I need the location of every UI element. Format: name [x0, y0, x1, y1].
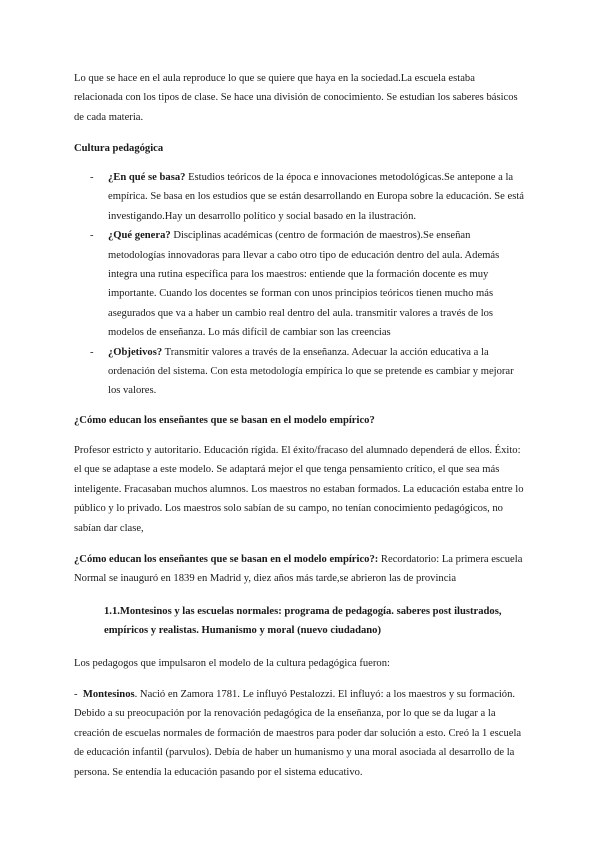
- subsection-heading: 1.1.Montesinos y las escuelas normales: programa de pedagogía. saberes post ilustrados, empíricos y realistas. Humanismo y moral (nuevo ciudadano): [104, 606, 502, 637]
- bullet-list: [74, 168, 526, 401]
- intro2-paragraph: Los pedagogos que impulsaron el modelo de la cultura pedagógica fueron:: [74, 658, 390, 669]
- bullet-dash: -: [90, 346, 94, 358]
- bullet-text: Transmitir valores a través de la enseñanza. Adecuar la acción educativa a la ordenación del sistema. Con esta metodología empírica lo que se pretende es cambiar y mejorar los valores.: [108, 346, 514, 397]
- montesinos-paragraph: [74, 685, 526, 782]
- bullet-heading: ¿En qué se basa?: [108, 172, 186, 183]
- list-item: [74, 168, 526, 226]
- list-item: [74, 226, 526, 342]
- recordatorio-heading: ¿Cómo educan los enseñantes que se basan en el modelo empírico?:: [74, 554, 379, 565]
- montesinos-name: Montesinos: [82, 689, 135, 700]
- montesinos-dash: -: [74, 689, 78, 700]
- section-title: Cultura pedagógica: [74, 143, 164, 154]
- recordatorio-text: Recordatorio: La primera escuela Normal se inauguró en 1839 en Madrid y, diez años más tarde,se abrieron las de provincia: [74, 554, 523, 585]
- intro-paragraph: Lo que se hace en el aula reproduce lo que se quiere que haya en la sociedad.La escuela estaba relacionada con los tipos de clase. Se hace una división de conocimiento. Se estudian los saberes básicos de cada materia.: [74, 73, 518, 123]
- recordatorio-paragraph: [74, 550, 526, 589]
- bullet-heading: ¿Objetivos?: [108, 346, 163, 358]
- bullet-dash: -: [90, 172, 94, 183]
- bullet-heading: ¿Qué genera?: [108, 230, 171, 242]
- bullet-text: Estudios teóricos de la época e innovaciones metodológicas.Se antepone a la empírica. Se basa en los estudios que se están desarrollando en Europa sobre la educación. Se está investigando.Hay un desarrollo político y social basado en la ilustración.: [108, 172, 524, 222]
- bullet-text: Disciplinas académicas (centro de formación de maestros).Se enseñan metodologías innovadoras para llevar a cabo otro tipo de educación dentro del aula. Además integra una rutina específica para los maestros: entiende que la formación docente es muy importante. Cuando los docentes se forman con unos principios teóricos tienen mucho más asegurados que va a haber un cambio real dentro del aula. transmitir valores a través de los modelos de enseñanza. Lo más difícil de cambiar son las creencias: [108, 230, 500, 339]
- montesinos-text: . Nació en Zamora 1781. Le influyó Pestalozzi. El influyó: a los maestros y su formación. Debido a su preocupación por la renovación pedagógica de la enseñanza, por lo que se da lugar a la creación de escuelas normales de formación de maestros para poder dar solución a esto. Creó la 1 escuela de educación infantil (parvulos). Debía de haber un humanismo y una moral asociada al desarrollo de la persona. Se entendía la educación pasando por el sistema educativo.: [74, 689, 522, 778]
- question-heading: ¿Cómo educan los enseñantes que se basan en el modelo empírico?: [74, 415, 375, 426]
- list-item: [74, 343, 526, 401]
- bullet-dash: -: [90, 230, 94, 242]
- question-answer: Profesor estricto y autoritario. Educación rígida. El éxito/fracaso del alumnado dependerá de ellos. Éxito: el que se adaptase a este modelo. Se adaptará mejor el que tenga pensamiento crítico, el que sea más inteligente. Fracasaban muchos alumnos. Los maestros no estaban formados. La educación estaba entre lo público y lo privado. Los maestros solo sabían de su campo, no tenían conocimiento pedagógicos, no sabían dar clase,: [74, 445, 524, 534]
